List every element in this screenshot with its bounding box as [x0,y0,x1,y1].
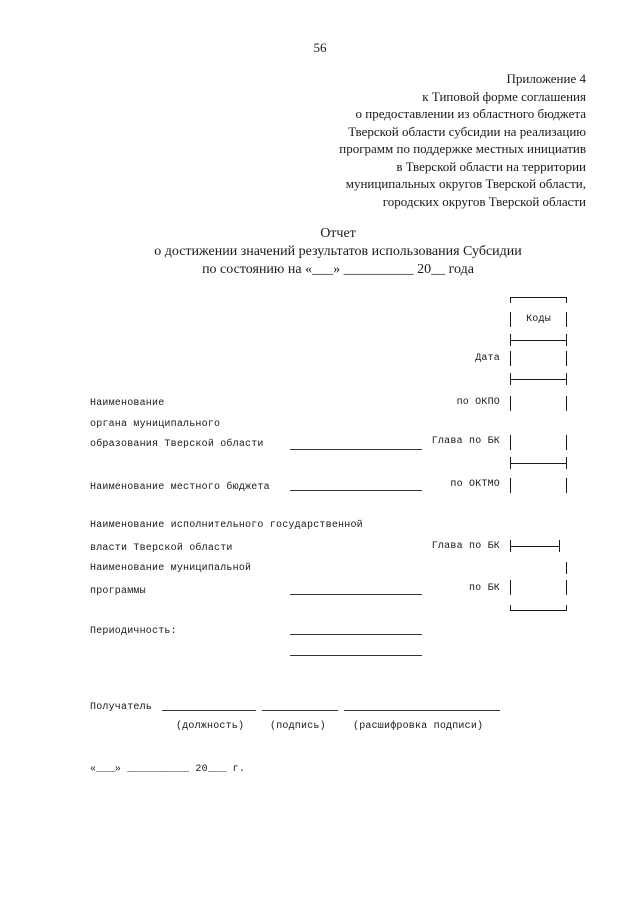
signature-underline[interactable] [262,710,338,711]
code-label-glava-bk: Глава по БК [431,541,500,552]
appendix-line: Тверской области субсидии на реализацию [348,123,586,139]
cell-border [510,478,511,493]
signature-date-line: «___» __________ 20___ г. [90,764,246,775]
code-label-oktmo: по ОКТМО [450,479,500,490]
report-title: Отчет [320,226,356,241]
budget-name-underline[interactable] [290,490,422,491]
row-separator [510,546,560,547]
cell-border [566,457,567,469]
field-org-name-line3: образования Тверской области [90,439,264,450]
field-program-line1: Наименование муниципальной [90,563,252,574]
row-separator [510,340,567,341]
appendix-line: о предоставлении из областного бюджета [355,106,586,121]
codes-header: Коды [526,314,551,325]
page-number: 56 [313,40,327,55]
cell-border [510,435,511,450]
tick [510,297,511,303]
appendix-header [339,70,586,210]
position-caption: (должность) [176,721,245,732]
cell-border [510,351,511,366]
codes-bottom-border [510,610,567,611]
cell-border [566,562,567,574]
cell-border [566,580,567,595]
tick [566,297,567,303]
cell-border [566,334,567,346]
codes-top-border [510,297,567,298]
cell-border [566,396,567,411]
field-periodicity: Периодичность: [90,626,177,637]
decoding-caption: (расшифровка подписи) [353,721,484,732]
appendix-line: муниципальных округов Тверской области, [345,176,586,191]
cell-border [510,457,511,469]
report-subtitle: о достижении значений результатов использования Субсидии [154,244,522,259]
tick [566,605,567,611]
decoding-underline[interactable] [344,710,500,711]
recipient-label: Получатель [90,702,153,713]
row-separator [510,379,567,380]
appendix-line: программ по поддержке местных инициатив [339,141,586,156]
program-underline[interactable] [290,594,422,595]
field-org-name-line1: Наименование [90,398,165,409]
cell-border [510,334,511,346]
field-program-line2: программы [90,586,146,597]
code-label-date: Дата [475,353,500,364]
appendix-line: в Тверской области на территории [396,158,586,174]
cell-border [510,373,511,385]
field-exec-line1: Наименование исполнительного государственной [90,520,363,531]
cell-border [566,351,567,366]
periodicity-underline-2[interactable] [290,655,422,656]
appendix-line: Приложение 4 [506,71,586,86]
code-label-okpo: по ОКПО [456,397,500,408]
field-org-name-line2: органа муниципального [90,419,221,430]
cell-border [510,580,511,595]
row-separator [510,463,567,464]
code-label-glava-bk: Глава по БК [431,436,500,447]
tick [510,605,511,611]
periodicity-underline-1[interactable] [290,634,422,635]
field-exec-line2: власти Тверской области [90,543,233,554]
cell-border [559,540,560,552]
appendix-line: городских округов Тверской области [382,193,586,209]
appendix-line: к Типовой форме соглашения [422,88,586,104]
cell-border [566,478,567,493]
code-label-po-bk: по БК [468,583,500,594]
report-title-block [0,225,640,279]
cell-border [566,373,567,385]
org-name-underline[interactable] [290,449,422,450]
cell-border [566,435,567,450]
position-underline[interactable] [162,710,256,711]
cell-border [510,540,511,552]
report-date-line: по состоянию на «___» __________ 20__ года [202,262,474,277]
cell-border [510,396,511,411]
signature-caption: (подпись) [270,721,326,732]
field-budget-name: Наименование местного бюджета [90,482,270,493]
